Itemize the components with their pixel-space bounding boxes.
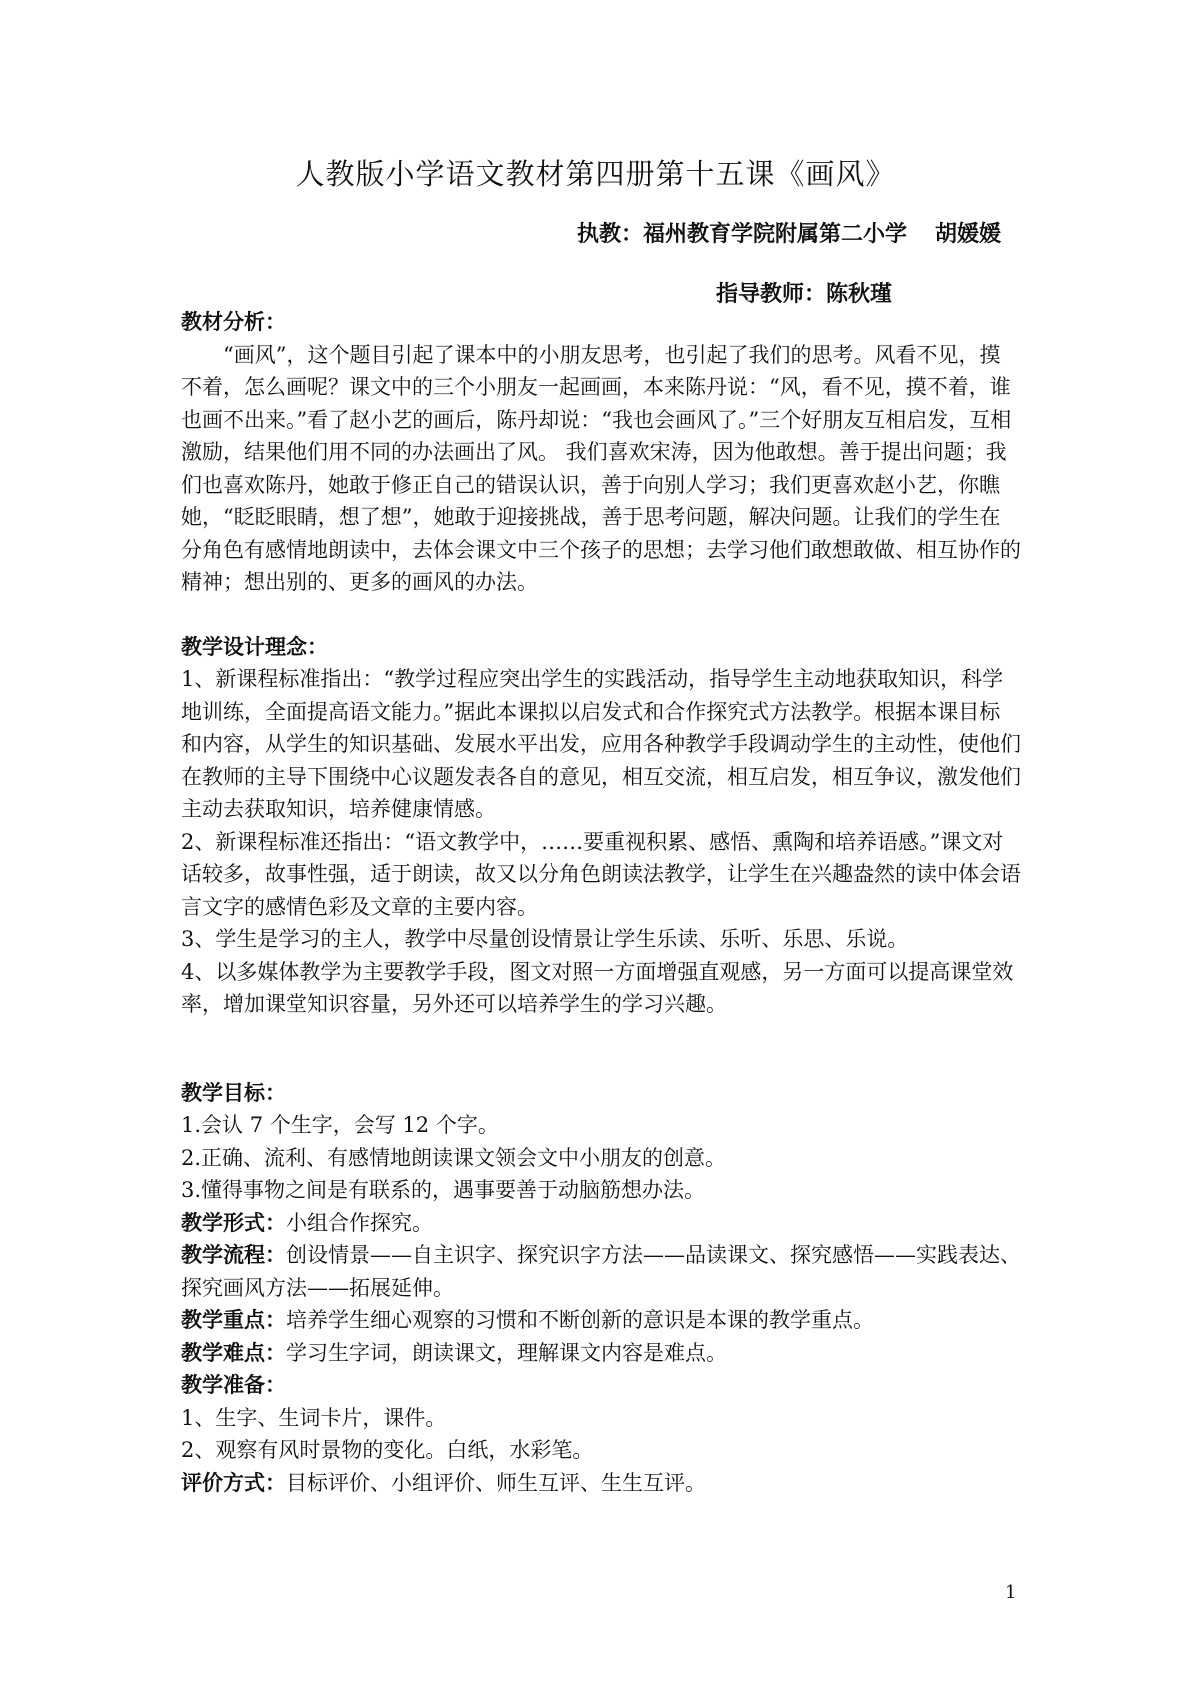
evaluation-text: 目标评价、小组评价、师生互评、生生互评。: [286, 1470, 706, 1495]
goals-heading: 教学目标：: [181, 1080, 286, 1105]
preparation-heading: 教学准备：: [181, 1373, 286, 1397]
goal-item: 1.会认 7 个生字，会写 12 个字。: [181, 1113, 499, 1137]
teaching-focus: [181, 1304, 1021, 1337]
goal-item: 3.懂得事物之间是有联系的，遇事要善于动脑筋想办法。: [181, 1178, 706, 1202]
preparation-section: [181, 1369, 1021, 1467]
teaching-form-label: 教学形式：: [181, 1210, 286, 1235]
page-title: 人教版小学语文教材第四册第十五课《画风》: [295, 157, 896, 191]
byline-teacher: 胡媛媛: [934, 222, 1001, 247]
analysis-heading: 教材分析：: [181, 310, 286, 334]
goal-item: 2.正确、流利、有感情地朗读课文领会文中小朋友的创意。: [181, 1145, 727, 1170]
advisor-line: 指导教师：陈秋瑾: [716, 282, 893, 307]
concept-item: 1、新课程标准指出：“教学过程应突出学生的实践活动，指导学生主动地获取知识，科学地训练，全面提高语文能力。”据此本课拟以启发式和合作探究式方法教学。根据本课目标和内容，从学生的知识基础、发展水平出发，应用各种教学手段调动学生的主动性，使他们在教师的主导下围绕中心议题发表各自的意见，相互交流，相互启发，相互争议，激发他们主动去获取知识，培养健康情感。: [181, 667, 1021, 821]
teaching-focus-text: 培养学生细心观察的习惯和不断创新的意识是本课的教学重点。: [286, 1308, 874, 1332]
concept-item: 2、新课程标准还指出：“语文教学中，……要重视积累、感悟、熏陶和培养语感。”课文对话较多，故事性强，适于朗读，故又以分角色朗读法教学，让学生在兴趣盎然的读中体会语言文字的感情色彩及文章的主要内容。: [181, 829, 1021, 919]
concept-item: 3、学生是学习的主人，教学中尽量创设情景让学生乐读、乐听、乐思、乐说。: [181, 927, 909, 951]
page-number: 1: [1005, 1582, 1017, 1603]
evaluation-method: [181, 1467, 1021, 1500]
teaching-difficulty: [181, 1337, 1021, 1370]
concept-section: [181, 631, 1021, 1021]
byline-school: 执教：福州教育学院附属第二小学: [576, 222, 907, 247]
teaching-focus-label: 教学重点：: [181, 1308, 286, 1332]
teaching-process: [181, 1239, 1021, 1304]
goals-section: [181, 1077, 1021, 1207]
preparation-item: 2、观察有风时景物的变化。白纸，水彩笔。: [181, 1438, 594, 1462]
teaching-form: [181, 1207, 1021, 1240]
byline: [577, 217, 1001, 248]
preparation-item: 1、生字、生词卡片，课件。: [181, 1405, 447, 1430]
analysis-paragraph: “画风”，这个题目引起了课本中的小朋友思考，也引起了我们的思考。风看不见，摸不着，怎么画呢？课文中的三个小朋友一起画画，本来陈丹说：“风，看不见，摸不着，谁也画不出来。”看了赵小艺的画后，陈丹却说：“我也会画风了。”三个好朋友互相启发，互相激励，结果他们用不同的办法画出了风。 我们喜欢宋涛，因为他敢想。善于提出问题；我们也喜欢陈丹，她敢于修正自己的错误认识，善于向别人学习；我们更喜欢赵小艺，你瞧她，“眨眨眼睛，想了想”，她敢于迎接挑战，善于思考问题，解决问题。让我们的学生在分角色有感情地朗读中，去体会课文中三个孩子的思想；去学习他们敢想敢做、相互协作的精神；想出别的、更多的画风的办法。: [181, 342, 1021, 594]
teaching-process-label: 教学流程：: [181, 1243, 286, 1267]
analysis-section: [181, 306, 1021, 599]
concept-heading: 教学设计理念：: [181, 634, 328, 659]
teaching-difficulty-text: 学习生字词，朗读课文，理解课文内容是难点。: [286, 1340, 727, 1365]
document-body: [181, 306, 1021, 1499]
evaluation-label: 评价方式：: [181, 1470, 286, 1495]
teaching-difficulty-label: 教学难点：: [181, 1340, 286, 1365]
teaching-form-text: 小组合作探究。: [286, 1210, 433, 1235]
concept-item: 4、以多媒体教学为主要教学手段，图文对照一方面增强直观感，另一方面可以提高课堂效率，增加课堂知识容量，另外还可以培养学生的学习兴趣。: [181, 959, 1014, 1016]
teaching-process-text: 创设情景——自主识字、探究识字方法——品读课文、探究感悟——实践表达、探究画风方法——拓展延伸。: [181, 1243, 1021, 1300]
